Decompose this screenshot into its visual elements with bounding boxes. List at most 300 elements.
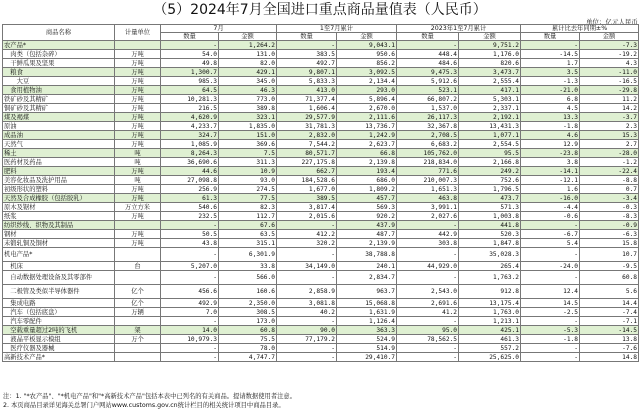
row-unit-cell: 万辆 [115,308,161,317]
row-unit-cell: 万吨 [115,131,161,140]
table-row [3,248,639,262]
prev-qty-cell: 32,367.8 [397,122,459,131]
prev-amount-cell: 2,555.4 [459,77,521,86]
july-qty-cell: 27,098.8 [161,176,219,185]
change-qty-cell: -23.8 [521,149,580,158]
cum-amount-cell: 856.2 [337,59,397,68]
table-row [3,68,639,77]
header-amount: 金额 [219,33,277,41]
change-qty-cell: - [521,353,580,362]
row-name-cell: 成品油 [3,131,115,140]
row-name-cell: 天然气 [3,140,115,149]
change-qty-cell: - [521,221,580,230]
change-qty-cell: 4.6 [521,131,580,140]
change-amount-cell: -1.2 [580,158,639,167]
cum-amount-cell: 1,809.2 [337,185,397,194]
cum-qty-cell: 320.2 [277,239,337,248]
row-unit-cell: 万吨 [115,95,161,104]
footnote-1: 注：1. "*农产品"、"*机电产品"和"*高新技术产品"包括本表中已列名的有关商品。提请数据使用者注意。 [3,393,297,400]
prev-amount-cell: 425.1 [459,326,521,335]
cum-amount-cell: 2,670.0 [337,104,397,113]
july-amount-cell: 173.0 [219,317,277,326]
prev-qty-cell: 41.2 [397,308,459,317]
change-qty-cell: -5.3 [521,326,580,335]
table-row [3,59,639,68]
table-row [3,185,639,194]
row-unit-cell: 万吨 [115,230,161,239]
cum-qty-cell: 34,149.0 [277,262,337,271]
table-row [3,317,639,326]
table-row [3,167,639,176]
unit-note: 单位：亿元人民币 [586,18,638,26]
row-name-cell: 原木及锯材 [3,203,115,212]
change-qty-cell: 3.5 [521,68,580,77]
table-row [3,104,639,113]
change-qty-cell: - [521,317,580,326]
cum-qty-cell: - [277,344,337,353]
row-unit-cell: 万立方米 [115,203,161,212]
prev-amount-cell: 35,028.3 [459,248,521,262]
july-amount-cell: 4,747.7 [219,353,277,362]
row-name-cell: 机电产品* [3,248,115,262]
prev-amount-cell: 1,796.5 [459,185,521,194]
header-jan-jul: 1至7月累计 [277,25,397,33]
row-name-cell: 肥料 [3,167,115,176]
cum-amount-cell: 1,242.9 [337,131,397,140]
row-name-cell: 空载重量超过2吨的飞机 [3,326,115,335]
prev-amount-cell: 13,175.4 [459,299,521,308]
cum-qty-cell: 383.5 [277,50,337,59]
cum-amount-cell: 9,043.1 [337,41,397,50]
change-qty-cell: -12.1 [521,176,580,185]
july-qty-cell: - [161,317,219,326]
change-amount-cell: 14.2 [580,104,639,113]
prev-amount-cell: 2,337.1 [459,104,521,113]
cum-qty-cell: 412.2 [277,230,337,239]
cum-amount-cell: 38,788.8 [337,248,397,262]
row-unit-cell [115,41,161,50]
cum-qty-cell: 184,528.6 [277,176,337,185]
table-row [3,131,639,140]
header-amount: 金额 [337,33,397,41]
july-amount-cell: 1,835.0 [219,122,277,131]
change-qty-cell: -0.6 [521,212,580,221]
row-unit-cell [115,344,161,353]
prev-qty-cell: 6,683.2 [397,140,459,149]
cum-amount-cell: 686.0 [337,176,397,185]
prev-qty-cell: 9,475.3 [397,68,459,77]
row-name-cell: 二极管及类似半导体器件 [3,285,115,299]
prev-amount-cell: 2,554.5 [459,140,521,149]
july-qty-cell: 43.8 [161,239,219,248]
row-name-cell: 医疗仪器及器械 [3,344,115,353]
change-amount-cell: 10.7 [580,248,639,262]
row-unit-cell: 亿个 [115,299,161,308]
prev-amount-cell: 13,431.3 [459,122,521,131]
row-name-cell: 医药材及药品 [3,158,115,167]
header-july: 7月 [161,25,277,33]
july-amount-cell: 46.3 [219,86,277,95]
cum-qty-cell: 2,015.6 [277,212,337,221]
cum-amount-cell: 2,111.6 [337,113,397,122]
import-commodity-table [2,24,639,362]
change-amount-cell: -7.3 [580,41,639,50]
prev-qty-cell: - [397,353,459,362]
change-amount-cell: -0.9 [580,221,639,230]
change-amount-cell: -8.3 [580,212,639,221]
change-qty-cell: -14.1 [521,167,580,176]
table-row [3,122,639,131]
cum-qty-cell: 389.5 [277,194,337,203]
cum-amount-cell: 363.3 [337,326,397,335]
july-amount-cell: 1,264.2 [219,41,277,50]
cum-qty-cell: 90.0 [277,326,337,335]
cum-qty-cell: 40.2 [277,308,337,317]
table-row [3,203,639,212]
prev-amount-cell: 3,473.7 [459,68,521,77]
row-name-cell: 初级形状的塑料 [3,185,115,194]
prev-qty-cell: 95.0 [397,326,459,335]
change-amount-cell: 2.3 [580,122,639,131]
july-amount-cell: 78.0 [219,344,277,353]
cum-qty-cell: 31,781.3 [277,122,337,131]
prev-qty-cell: 1,651.3 [397,185,459,194]
table-row [3,221,639,230]
change-amount-cell: 60.8 [580,271,639,285]
prev-amount-cell: 1,077.1 [459,131,521,140]
july-amount-cell: 93.0 [219,176,277,185]
prev-amount-cell: 1,763.2 [459,271,521,285]
row-name-cell: 自动数据处理设备及其零部件 [3,271,115,285]
prev-amount-cell: 461.3 [459,335,521,344]
change-amount-cell: 11.2 [580,95,639,104]
prev-qty-cell: 303.8 [397,239,459,248]
change-qty-cell: -14.5 [521,50,580,59]
prev-qty-cell: 5,912.6 [397,77,459,86]
prev-qty-cell: 44,929.0 [397,262,459,271]
change-qty-cell: -21.0 [521,86,580,95]
change-amount-cell: -7.4 [580,308,639,317]
cum-amount-cell: 2,139.9 [337,239,397,248]
row-name-cell: 未锻轧铜及铜材 [3,239,115,248]
cum-qty-cell: 71,377.4 [277,95,337,104]
cum-amount-cell: 2,623.7 [337,140,397,149]
prev-qty-cell: 66,807.2 [397,95,459,104]
row-unit-cell: 万吨 [115,77,161,86]
prev-qty-cell: 448.4 [397,50,459,59]
prev-qty-cell: 2,691.6 [397,299,459,308]
cum-amount-cell: 66.8 [337,149,397,158]
july-qty-cell: 216.5 [161,104,219,113]
prev-qty-cell: 442.9 [397,230,459,239]
july-amount-cell: 429.1 [219,68,277,77]
prev-qty-cell: 463.8 [397,194,459,203]
table-row [3,194,639,203]
july-qty-cell: 540.6 [161,203,219,212]
cum-qty-cell: - [277,221,337,230]
july-qty-cell: 456.6 [161,285,219,299]
row-unit-cell: 万吨 [115,140,161,149]
row-name-cell: 肉类（包括杂碎） [3,50,115,59]
july-amount-cell: 67.6 [219,221,277,230]
cum-amount-cell: 29,410.7 [337,353,397,362]
change-amount-cell: -22.4 [580,167,639,176]
july-qty-cell: 324.7 [161,131,219,140]
prev-qty-cell: - [397,41,459,50]
prev-qty-cell: - [397,344,459,353]
cum-amount-cell: 2,139.8 [337,158,397,167]
change-amount-cell: 13.8 [580,335,639,344]
july-qty-cell: 14.0 [161,326,219,335]
july-amount-cell: 566.0 [219,271,277,285]
table-row [3,41,639,50]
july-qty-cell: 985.3 [161,77,219,86]
prev-qty-cell: 1,537.0 [397,104,459,113]
july-amount-cell: 311.3 [219,158,277,167]
change-amount-cell: 4.3 [580,59,639,68]
cum-qty-cell: 662.7 [277,167,337,176]
july-amount-cell: 10.9 [219,167,277,176]
row-name-cell: 纸浆 [3,212,115,221]
header-qty: 数量 [277,33,337,41]
cum-qty-cell: 492.7 [277,59,337,68]
table-row [3,95,639,104]
row-unit-cell: 万吨 [115,50,161,59]
prev-amount-cell: 265.4 [459,262,521,271]
cum-qty-cell: 9,807.1 [277,68,337,77]
cum-qty-cell: 1,677.0 [277,185,337,194]
table-row [3,326,639,335]
prev-amount-cell: 1,847.8 [459,239,521,248]
cum-amount-cell: 569.3 [337,203,397,212]
change-amount-cell: 15.3 [580,131,639,140]
header-prev-year: 2023年1至7月累计 [397,25,521,33]
row-name-cell: 钢材 [3,230,115,239]
july-amount-cell: 131.0 [219,50,277,59]
july-qty-cell: 10,281.3 [161,95,219,104]
july-amount-cell: 308.5 [219,308,277,317]
row-unit-cell: 万吨 [115,185,161,194]
row-unit-cell: 吨 [115,149,161,158]
july-qty-cell: 5,207.0 [161,262,219,271]
july-qty-cell: 1,085.9 [161,140,219,149]
prev-qty-cell: 484.6 [397,59,459,68]
cum-amount-cell: 1,126.4 [337,317,397,326]
table-row [3,285,639,299]
prev-amount-cell: 1,003.8 [459,212,521,221]
july-qty-cell: 61.3 [161,194,219,203]
july-qty-cell: 44.6 [161,167,219,176]
july-qty-cell: 8,264.3 [161,149,219,158]
header-qty: 数量 [521,33,580,41]
july-qty-cell: 36,690.6 [161,158,219,167]
header-qty: 数量 [161,33,219,41]
change-qty-cell: 6.8 [521,95,580,104]
july-amount-cell: 82.3 [219,203,277,212]
july-qty-cell: 50.5 [161,230,219,239]
table-row [3,230,639,239]
row-name-cell: 农产品* [3,41,115,50]
change-qty-cell: - [521,248,580,262]
change-amount-cell: -3.7 [580,113,639,122]
change-qty-cell: -2.5 [521,308,580,317]
cum-qty-cell: - [277,353,337,362]
prev-qty-cell: 105,762.0 [397,149,459,158]
prev-amount-cell: 95.5 [459,149,521,158]
row-name-cell: 粮食 [3,68,115,77]
july-qty-cell: - [161,248,219,262]
row-unit-cell: 架 [115,326,161,335]
row-unit-cell: 万吨 [115,113,161,122]
cum-qty-cell: - [277,248,337,262]
change-amount-cell: -0.3 [580,203,639,212]
prev-amount-cell: 9,751.2 [459,41,521,50]
july-amount-cell: 345.0 [219,77,277,86]
table-row [3,176,639,185]
change-qty-cell: 4.5 [521,104,580,113]
prev-qty-cell: - [397,271,459,285]
prev-qty-cell: 78,562.5 [397,335,459,344]
footnote-2: 2. 本页商品目录详见海关总署门户网站www.customs.gov.cn统计栏目的相关统计项目中商品目录。 [3,402,285,409]
page-title: （5）2024年7月全国进口重点商品量值表（人民币） [153,2,487,18]
table-row [3,113,639,122]
change-qty-cell: - [521,344,580,353]
table-row [3,77,639,86]
change-qty-cell: - [521,41,580,50]
row-name-cell: 干鲜瓜果及坚果 [3,59,115,68]
table-row [3,140,639,149]
cum-qty-cell: - [277,317,337,326]
change-qty-cell: -6.7 [521,230,580,239]
change-amount-cell: -6.3 [580,230,639,239]
prev-amount-cell: 520.3 [459,230,521,239]
prev-qty-cell: 210,007.3 [397,176,459,185]
table-row [3,239,639,248]
cum-qty-cell: 3,081.8 [277,299,337,308]
row-name-cell: 煤及褐煤 [3,113,115,122]
change-amount-cell: -29.8 [580,86,639,95]
change-amount-cell: 15.8 [580,239,639,248]
july-qty-cell: 4,233.7 [161,122,219,131]
prev-qty-cell: 2,708.5 [397,131,459,140]
change-qty-cell: 14.5 [521,299,580,308]
july-amount-cell: 112.7 [219,212,277,221]
change-qty-cell: 12.9 [521,140,580,149]
july-amount-cell: 160.6 [219,285,277,299]
header-unit: 计量单位 [115,25,161,41]
july-qty-cell: 256.9 [161,185,219,194]
july-amount-cell: 773.0 [219,95,277,104]
change-amount-cell: -8.8 [580,176,639,185]
prev-amount-cell: 441.8 [459,221,521,230]
prev-amount-cell: 249.2 [459,167,521,176]
july-amount-cell: 389.8 [219,104,277,113]
change-qty-cell: -4.4 [521,203,580,212]
prev-amount-cell: 571.3 [459,203,521,212]
header-amount: 金额 [459,33,521,41]
table-row [3,262,639,271]
prev-amount-cell: 912.8 [459,285,521,299]
change-amount-cell: -19.2 [580,50,639,59]
prev-amount-cell: 752.6 [459,176,521,185]
cum-qty-cell: 80,571.7 [277,149,337,158]
july-amount-cell: 315.1 [219,239,277,248]
row-name-cell: 大豆 [3,77,115,86]
prev-qty-cell: 3,991.1 [397,203,459,212]
row-name-cell: 高新技术产品* [3,353,115,362]
cum-qty-cell: 1,606.4 [277,104,337,113]
table-body [3,41,639,362]
cum-amount-cell: 15,068.8 [337,299,397,308]
july-qty-cell: - [161,353,219,362]
prev-amount-cell: 557.2 [459,344,521,353]
july-amount-cell: 60.8 [219,326,277,335]
header-name: 商品名称 [3,25,115,41]
cum-amount-cell: 963.7 [337,285,397,299]
row-unit-cell: 万吨 [115,68,161,77]
cum-qty-cell: 5,833.3 [277,77,337,86]
july-qty-cell: 7.0 [161,308,219,317]
cum-qty-cell: 413.0 [277,86,337,95]
cum-amount-cell: 1,631.9 [337,308,397,317]
cum-qty-cell: 227,175.8 [277,158,337,167]
table-row [3,308,639,317]
change-qty-cell: 13.3 [521,113,580,122]
july-qty-cell: 49.8 [161,59,219,68]
july-qty-cell: 10,979.3 [161,335,219,344]
july-amount-cell: 6,301.9 [219,248,277,262]
prev-qty-cell: - [397,248,459,262]
prev-amount-cell: 1,763.0 [459,308,521,317]
july-amount-cell: 75.5 [219,335,277,344]
change-amount-cell: 0.7 [580,185,639,194]
july-amount-cell: 274.5 [219,185,277,194]
change-qty-cell: -1.8 [521,335,580,344]
table-row [3,50,639,59]
july-qty-cell: 232.5 [161,212,219,221]
table-row [3,271,639,285]
change-qty-cell: -16.0 [521,194,580,203]
prev-amount-cell: 2,192.1 [459,113,521,122]
cum-qty-cell: 77,179.2 [277,335,337,344]
row-unit-cell: 万吨 [115,86,161,95]
row-unit-cell [115,248,161,262]
row-unit-cell: 吨 [115,176,161,185]
cum-qty-cell: - [277,271,337,285]
row-unit-cell: 万吨 [115,239,161,248]
change-amount-cell: -28.0 [580,149,639,158]
cum-qty-cell: 3,817.4 [277,203,337,212]
row-unit-cell: 万吨 [115,212,161,221]
cum-amount-cell: 3,092.5 [337,68,397,77]
cum-amount-cell: 2,834.7 [337,271,397,285]
cum-amount-cell: 437.9 [337,221,397,230]
july-amount-cell: 82.0 [219,59,277,68]
table-row [3,353,639,362]
prev-amount-cell: 5,303.1 [459,95,521,104]
cum-amount-cell: 487.7 [337,230,397,239]
prev-qty-cell: 2,543.0 [397,285,459,299]
row-unit-cell: 万吨 [115,167,161,176]
prev-qty-cell: 771.6 [397,167,459,176]
row-name-cell: 液晶平板显示模组 [3,335,115,344]
change-qty-cell: - [521,271,580,285]
row-name-cell: 汽车（包括底盘） [3,308,115,317]
header-qty: 数量 [397,33,459,41]
prev-amount-cell: 1,213.1 [459,317,521,326]
july-qty-cell: - [161,41,219,50]
july-qty-cell: - [161,344,219,353]
